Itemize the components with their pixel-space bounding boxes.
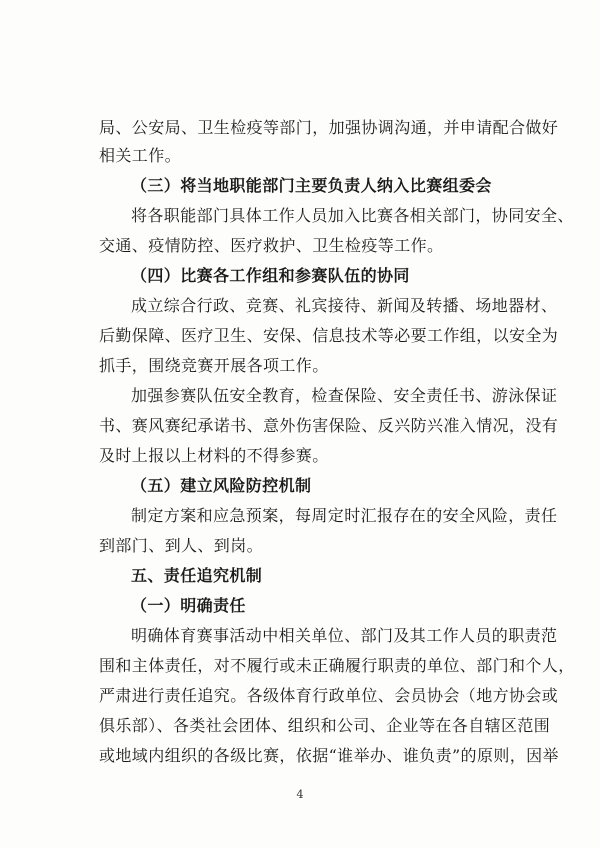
- body-text-line: 制定方案和应急预案，每周定时汇报存在的安全风险，责任: [131, 506, 558, 525]
- section-heading: （四）比赛各工作组和参赛队伍的协同: [131, 266, 410, 285]
- chapter-heading: 五、责任追究机制: [131, 566, 263, 585]
- page-number: 4: [296, 788, 304, 801]
- body-text-line: 局、公安局、卫生检疫等部门，加强协调沟通，并申请配合做好: [99, 118, 559, 137]
- body-text-line: 抓手，围绕竞赛开展各项工作。: [99, 356, 329, 375]
- body-text-line: 书、赛风赛纪承诺书、意外伤害保险、反兴防兴准入情况，没有: [99, 416, 559, 435]
- body-text-line: 成立综合行政、竞赛、礼宾接待、新闻及转播、场地器材、: [131, 296, 558, 315]
- body-text-line: 俱乐部）、各类社会团体、组织和公司、企业等在各自辖区范围: [99, 716, 551, 735]
- body-text-line: 相关工作。: [99, 146, 182, 165]
- body-text-line: 及时上报以上材料的不得参赛。: [99, 446, 329, 465]
- body-text-line: 明确体育赛事活动中相关单位、部门及其工作人员的职责范: [131, 626, 558, 645]
- body-text-line: 后勤保障、医疗卫生、安保、信息技术等必要工作组，以安全为: [99, 326, 559, 345]
- body-text-line: 到部门、到人、到岗。: [99, 536, 264, 555]
- body-text-line: 交通、疫情防控、医疗救护、卫生检疫等工作。: [99, 236, 444, 255]
- body-text-line: 严肃进行责任追究。各级体育行政单位、会员协会（地方协会或: [99, 686, 559, 705]
- body-text-line: 围和主体责任，对不履行或未正确履行职责的单位、部门和个人，: [99, 656, 575, 675]
- body-text-line: 加强参赛队伍安全教育，检查保险、安全责任书、游泳保证: [131, 386, 558, 405]
- section-heading: （五）建立风险防控机制: [131, 476, 312, 495]
- section-heading: （一）明确责任: [131, 596, 246, 615]
- body-text-line: 将各职能部门具体工作人员加入比赛各相关部门，协同安全、: [131, 206, 574, 225]
- body-text-line: 或地域内组织的各级比赛，依据“谁举办、谁负责”的原则，因举: [99, 746, 559, 765]
- section-heading: （三）将当地职能部门主要负责人纳入比赛组委会: [131, 176, 492, 195]
